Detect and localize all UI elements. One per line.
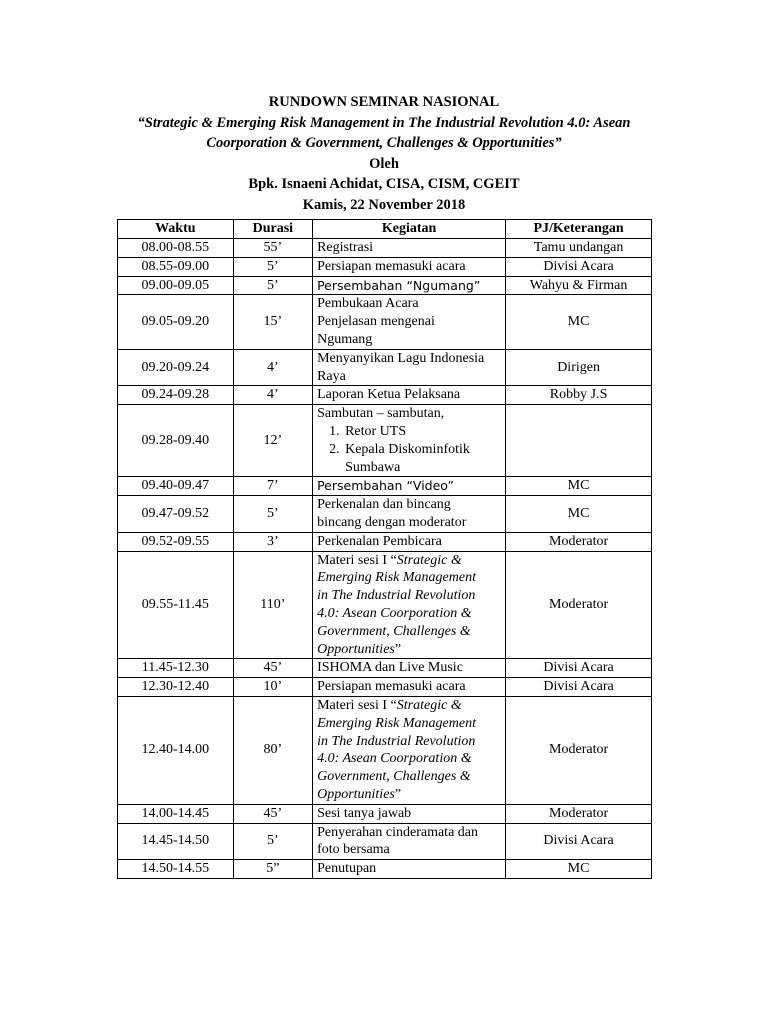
list-item: [317, 441, 501, 459]
table-row: [118, 276, 652, 295]
activity-cell: [313, 386, 506, 405]
material-end: ”: [394, 641, 402, 657]
pj-cell: Robby J.S: [506, 386, 652, 405]
duration-cell: 4’: [233, 349, 312, 386]
time-cell: 09.20-09.24: [118, 349, 234, 386]
material-line: in The Industrial Revolution: [317, 733, 476, 749]
pj-cell: Moderator: [506, 696, 652, 804]
activity-cell: [313, 823, 506, 860]
duration-cell: 3’: [233, 532, 312, 551]
activity-cell: [313, 659, 506, 678]
duration-cell: 110’: [233, 551, 312, 659]
activity-line: Registrasi: [317, 240, 374, 255]
pj-cell: MC: [506, 477, 652, 496]
material-line: [317, 786, 501, 804]
duration-cell: 5’: [233, 276, 312, 295]
table-row: [118, 257, 652, 276]
activity-line: Persiapan memasuki acara: [317, 258, 466, 274]
time-cell: 09.40-09.47: [118, 477, 234, 496]
table-row: [118, 477, 652, 496]
table-header-row: [118, 220, 652, 239]
duration-cell: 80’: [233, 696, 312, 804]
header-kegiatan: Kegiatan: [313, 220, 506, 239]
pj-cell: Moderator: [506, 532, 652, 551]
activity-cell: [313, 678, 506, 697]
header-durasi: Durasi: [233, 220, 312, 239]
duration-cell: 15’: [233, 295, 312, 349]
activity-cell: [313, 257, 506, 276]
activity-line: Sambutan – sambutan,: [317, 406, 445, 422]
list-text: Retor UTS: [345, 423, 407, 439]
time-cell: 08.55-09.00: [118, 257, 234, 276]
material-end: ”: [394, 786, 402, 802]
activity-cell: [313, 804, 506, 823]
time-cell: 09.55-11.45: [118, 551, 234, 659]
material-title: Strategic &: [396, 552, 462, 568]
duration-cell: 55’: [233, 239, 312, 258]
pj-cell: Divisi Acara: [506, 678, 652, 697]
table-row: [118, 696, 652, 804]
table-row: [118, 551, 652, 659]
table-row: [118, 295, 652, 349]
material-line: 4.0: Asean Coorporation &: [317, 605, 472, 621]
duration-cell: 10’: [233, 678, 312, 697]
time-cell: 14.45-14.50: [118, 823, 234, 860]
duration-cell: 7’: [233, 477, 312, 496]
material-line: 4.0: Asean Coorporation &: [317, 751, 472, 767]
material-lead: Materi sesi I “: [317, 552, 397, 568]
table-row: [118, 860, 652, 879]
pj-cell: Divisi Acara: [506, 257, 652, 276]
table-row: [118, 349, 652, 386]
material-line: [317, 697, 501, 715]
list-number: 1.: [329, 423, 340, 439]
table-row: [118, 659, 652, 678]
list-continuation: Sumbawa: [345, 459, 401, 475]
pj-cell: MC: [506, 860, 652, 879]
rundown-table: [117, 219, 652, 879]
activity-cell: [313, 860, 506, 879]
document-header: [0, 92, 768, 215]
activity-line: Persembahan “Ngumang”: [317, 277, 481, 293]
subtitle-line-2: Coorporation & Government, Challenges & Opportunities”: [206, 135, 562, 151]
duration-cell: 5’: [233, 496, 312, 533]
activity-cell: [313, 239, 506, 258]
material-line: Government, Challenges &: [317, 623, 471, 639]
activity-line: Persembahan “Video”: [317, 478, 454, 494]
activity-line: Raya: [317, 368, 346, 384]
pj-cell: MC: [506, 496, 652, 533]
material-line: [317, 641, 501, 659]
time-cell: 09.52-09.55: [118, 532, 234, 551]
material-title: Opportunities: [317, 641, 395, 657]
speaker-name: Bpk. Isnaeni Achidat, CISA, CISM, CGEIT: [248, 176, 520, 192]
activity-line: Persiapan memasuki acara: [317, 679, 466, 695]
material-line: in The Industrial Revolution: [317, 588, 476, 604]
duration-cell: 5”: [233, 860, 312, 879]
time-cell: 08.00-08.55: [118, 239, 234, 258]
activity-cell: [313, 496, 506, 533]
material-line: Emerging Risk Management: [317, 570, 476, 586]
activity-cell: [313, 477, 506, 496]
pj-cell: Divisi Acara: [506, 659, 652, 678]
activity-line: Penjelasan mengenai: [317, 314, 435, 330]
pj-cell: Tamu undangan: [506, 239, 652, 258]
activity-cell: [313, 276, 506, 295]
subtitle-line-1: “Strategic & Emerging Risk Management in The Industrial Revolution 4.0: Asean: [137, 114, 631, 131]
time-cell: 09.28-09.40: [118, 405, 234, 477]
activity-cell: [313, 349, 506, 386]
list-number: 2.: [329, 441, 340, 457]
activity-line: Pembukaan Acara: [317, 296, 419, 312]
duration-cell: 45’: [233, 804, 312, 823]
activity-line: bincang dengan moderator: [317, 514, 467, 530]
list-item: [317, 423, 501, 441]
table-row: [118, 823, 652, 860]
time-cell: 11.45-12.30: [118, 659, 234, 678]
table-row: [118, 239, 652, 258]
pj-cell: MC: [506, 295, 652, 349]
duration-cell: 12’: [233, 405, 312, 477]
activity-line: Penyerahan cinderamata dan: [317, 824, 478, 840]
activity-cell: [313, 405, 506, 477]
material-line: [317, 552, 501, 570]
pj-cell: Moderator: [506, 551, 652, 659]
table-row: [118, 386, 652, 405]
table-row: [118, 405, 652, 477]
activity-line: Laporan Ketua Pelaksana: [317, 387, 461, 403]
header-pj: PJ/Keterangan: [506, 220, 652, 239]
activity-cell: [313, 532, 506, 551]
material-line: Emerging Risk Management: [317, 715, 476, 731]
duration-cell: 4’: [233, 386, 312, 405]
activity-cell: [313, 696, 506, 804]
table-row: [118, 678, 652, 697]
material-lead: Materi sesi I “: [317, 697, 397, 713]
time-cell: 12.40-14.00: [118, 696, 234, 804]
time-cell: 09.00-09.05: [118, 276, 234, 295]
activity-line: Perkenalan dan bincang: [317, 497, 451, 513]
pj-cell: Wahyu & Firman: [506, 276, 652, 295]
document-title: RUNDOWN SEMINAR NASIONAL: [268, 94, 500, 110]
material-title: Strategic &: [396, 697, 462, 713]
activity-line: Penutupan: [317, 861, 377, 877]
by-label: Oleh: [369, 155, 399, 172]
duration-cell: 5’: [233, 823, 312, 860]
pj-cell: [506, 405, 652, 477]
material-title: Opportunities: [317, 786, 395, 802]
activity-line: Menyanyikan Lagu Indonesia: [317, 350, 485, 366]
list-text: Kepala Diskominfotik: [345, 441, 470, 457]
time-cell: 14.50-14.55: [118, 860, 234, 879]
table-row: [118, 532, 652, 551]
time-cell: 09.47-09.52: [118, 496, 234, 533]
activity-line: Perkenalan Pembicara: [317, 533, 442, 549]
activity-line: foto bersama: [317, 842, 390, 858]
event-date: Kamis, 22 November 2018: [302, 196, 466, 213]
time-cell: 09.24-09.28: [118, 386, 234, 405]
pj-cell: Moderator: [506, 804, 652, 823]
table-row: [118, 804, 652, 823]
activity-line: Sesi tanya jawab: [317, 805, 412, 821]
time-cell: 09.05-09.20: [118, 295, 234, 349]
time-cell: 14.00-14.45: [118, 804, 234, 823]
activity-cell: [313, 295, 506, 349]
activity-line: ISHOMA dan Live Music: [317, 660, 463, 676]
pj-cell: Dirigen: [506, 349, 652, 386]
time-cell: 12.30-12.40: [118, 678, 234, 697]
header-waktu: Waktu: [118, 220, 234, 239]
material-line: Government, Challenges &: [317, 769, 471, 785]
pj-cell: Divisi Acara: [506, 823, 652, 860]
duration-cell: 45’: [233, 659, 312, 678]
activity-line: Ngumang: [317, 331, 373, 347]
table-row: [118, 496, 652, 533]
duration-cell: 5’: [233, 257, 312, 276]
activity-cell: [313, 551, 506, 659]
